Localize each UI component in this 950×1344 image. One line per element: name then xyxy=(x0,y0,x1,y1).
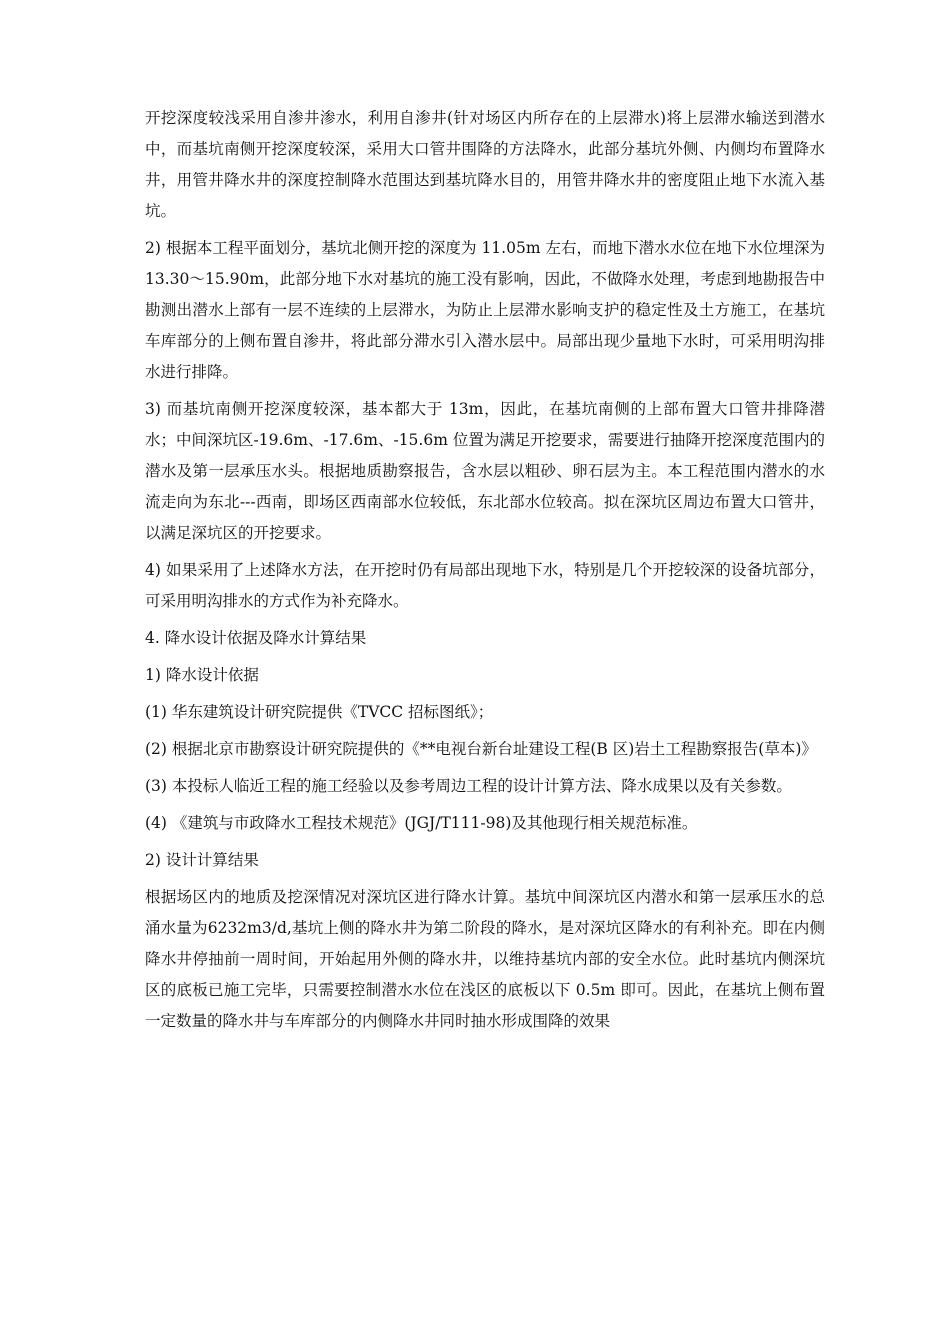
paragraph-intro: 开挖深度较浅采用自渗井渗水，利用自渗井(针对场区内所存在的上层滞水)将上层滞水输送到潜水中，而基坑南侧开挖深度较深，采用大口管井围降的方法降水，此部分基坑外侧、内侧均布置降水井，用管井降水井的深度控制降水范围达到基坑降水目的，用管井降水井的密度阻止地下水流入基坑。 xyxy=(145,109,825,220)
basis-item-2: (2) 根据北京市勘察设计研究院提供的《**电视台新台址建设工程(B 区)岩土工程勘察报告(草本)》 xyxy=(145,740,817,758)
basis-item-4: (4) 《建筑与市政降水工程技术规范》(JGJ/T111-98)及其他现行相关规范标准。 xyxy=(145,814,698,832)
paragraph-item-2: 2) 根据本工程平面划分，基坑北侧开挖的深度为 11.05m 左右，而地下潜水水位在地下水位埋深为 13.30～15.90m，此部分地下水对基坑的施工没有影响，因此，不做降水处理，考虑到地勘报告中勘测出潜水上部有一层不连续的上层滞水，为防止上层滞水影响支护的稳定性及土方施工，在基坑车库部分的上侧布置自渗井，将此部分滞水引入潜水层中。局部出现少量地下水时，可采用明沟排水进行排降。 xyxy=(145,239,825,381)
basis-item-1: (1) 华东建筑设计研究院提供《TVCC 招标图纸》； xyxy=(145,703,494,721)
section-heading-4: 4. 降水设计依据及降水计算结果 xyxy=(145,629,367,647)
basis-item-3: (3) 本投标人临近工程的施工经验以及参考周边工程的设计计算方法、降水成果以及有关参数。 xyxy=(145,777,792,795)
paragraph-item-4: 4) 如果采用了上述降水方法，在开挖时仍有局部出现地下水，特别是几个开挖较深的设备坑部分，可采用明沟排水的方式作为补充降水。 xyxy=(145,561,825,610)
paragraph-calc-results: 根据场区内的地质及挖深情况对深坑区进行降水计算。基坑中间深坑区内潜水和第一层承压水的总涌水量为6232m3/d,基坑上侧的降水井为第二阶段的降水，是对深坑区降水的有利补充。即在内侧降水井停抽前一周时间，开始起用外侧的降水井，以维持基坑内部的安全水位。此时基坑内侧深坑区的底板已施工完毕，只需要控制潜水水位在浅区的底板以下 0.5m 即可。因此，在基坑上侧布置一定数量的降水井与车库部分的内侧降水井同时抽水形成围降的效果 xyxy=(145,888,825,1030)
subheading-design-basis: 1) 降水设计依据 xyxy=(145,666,259,684)
document-body xyxy=(145,103,825,1043)
paragraph-item-3: 3) 而基坑南侧开挖深度较深，基本都大于 13m，因此，在基坑南侧的上部布置大口管井排降潜水；中间深坑区-19.6m、-17.6m、-15.6m 位置为满足开挖要求，需要进行抽降开挖深度范围内的潜水及第一层承压水头。根据地质勘察报告，含水层以粗砂、卵石层为主。本工程范围内潜水的水流走向为东北---西南，即场区西南部水位较低，东北部水位较高。拟在深坑区周边布置大口管井，以满足深坑区的开挖要求。 xyxy=(145,400,825,542)
subheading-calc-results: 2) 设计计算结果 xyxy=(145,851,259,869)
